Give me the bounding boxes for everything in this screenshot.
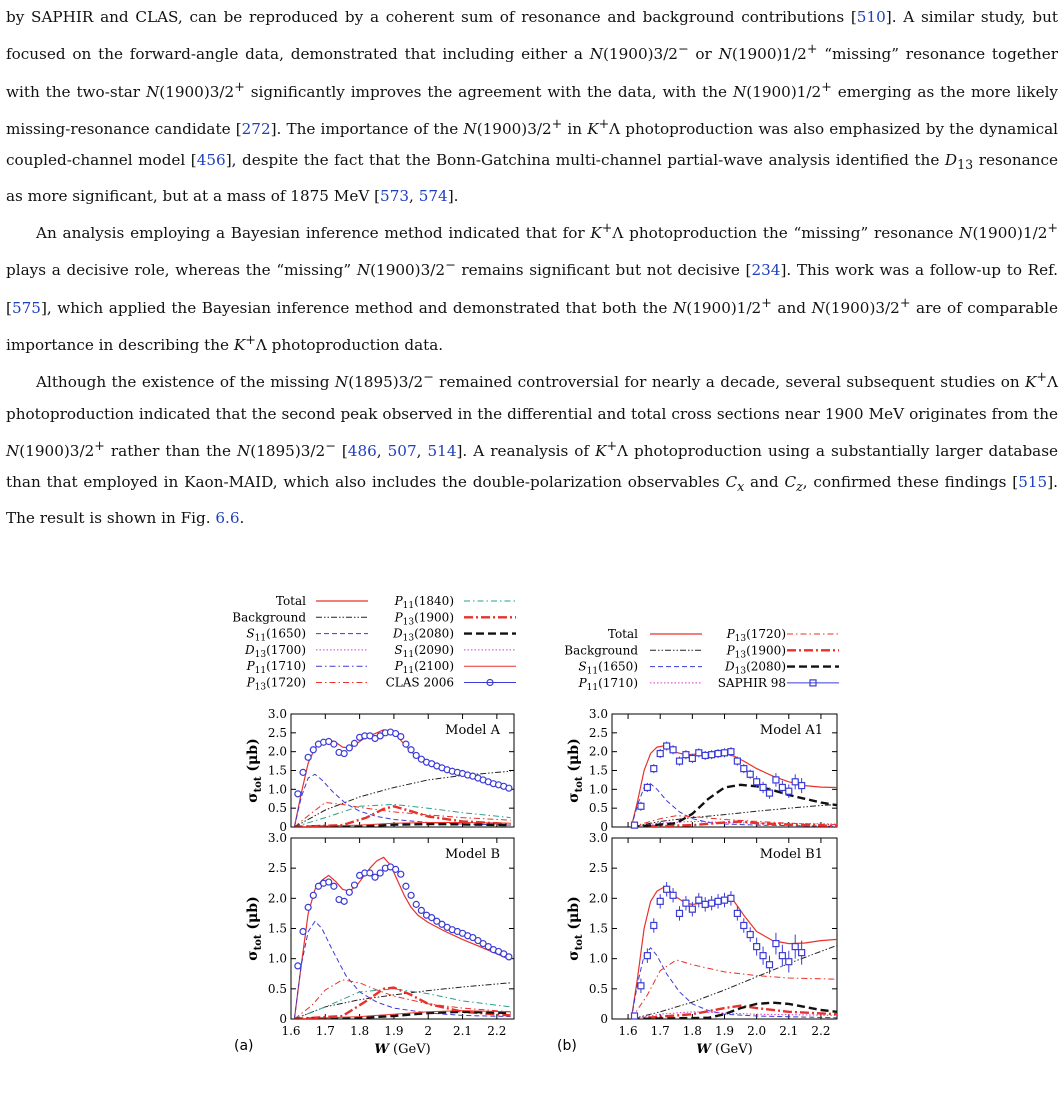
panel-b-label: (b) <box>557 1038 577 1054</box>
data-point <box>779 953 785 959</box>
y-tick-label: 0 <box>279 820 287 834</box>
plot-model-b <box>245 831 514 1057</box>
series-line <box>294 921 510 1019</box>
x-tick-label: 1.7 <box>650 1024 670 1038</box>
data-point <box>741 922 747 928</box>
paragraph: Although the existence of the missing N(1895)3/2− remained controversial for nearly a decade, several subsequent studies on K+Λ photoproduction indicated that the second peak observed in the differential and total cross sections near 1900 MeV originates from the N(1900)3/2+ rather than the N(1895)3/2− [486, 507, 514]. A reanalysis of K+Λ photoproduction using a substantially larger database than that employed in Kaon-MAID, which also includes the double-polarization observables $C_x$ and $C_z$, confirmed these findings [515]. The result is shown in Fig. 6.6. <box>6 369 1058 527</box>
y-tick-label: 3.0 <box>267 831 287 845</box>
legend-entry <box>246 627 368 644</box>
data-point <box>734 910 740 916</box>
y-tick-label: 2.5 <box>588 861 608 876</box>
legend-entry <box>564 643 702 657</box>
svg-text:D13(2080): $D_{13}(2080)$ <box>725 659 786 677</box>
panel-a-label: (a) <box>234 1038 254 1054</box>
x-tick-label: 2.1 <box>779 1024 799 1038</box>
legend-entry <box>394 610 516 627</box>
data-point <box>747 932 753 938</box>
series-line <box>631 945 837 1019</box>
x-tick-label: 1.9 <box>384 1024 404 1038</box>
data-point <box>393 866 399 872</box>
svg-text:D13(1700): $D_{13}(1700)$ <box>245 642 306 660</box>
data-point <box>779 784 785 790</box>
y-tick-label: 3.0 <box>588 831 608 845</box>
legend-entry <box>246 659 368 676</box>
data-point <box>408 892 414 898</box>
svg-text:Background: Background <box>564 643 638 658</box>
data-point <box>677 910 683 916</box>
y-tick-label: 2.0 <box>267 744 287 759</box>
x-tick-label: 2.1 <box>452 1024 473 1038</box>
y-tick-label: 0.5 <box>588 981 608 996</box>
y-tick-label: 2.5 <box>267 725 287 740</box>
data-point <box>702 901 708 907</box>
data-point <box>341 898 347 904</box>
y-tick-label: 1.5 <box>588 921 608 936</box>
y-tick-label: 0 <box>600 820 608 834</box>
data-point <box>702 752 708 758</box>
data-point <box>767 962 773 968</box>
data-point <box>346 889 352 895</box>
x-tick-label: 1.6 <box>618 1024 638 1038</box>
legend-entry <box>578 660 702 677</box>
svg-text:P11(1710): $P_{11}(1710)$ <box>246 659 306 677</box>
x-tick-label: 1.6 <box>281 1024 301 1038</box>
legend-entry <box>244 643 368 660</box>
data-point <box>310 892 316 898</box>
svg-text:S11(1650): $S_{11}(1650)$ <box>578 659 638 677</box>
x-tick-label: 2.0 <box>747 1024 767 1038</box>
svg-text:S11(1650): $S_{11}(1650)$ <box>246 626 306 644</box>
data-point <box>709 900 715 906</box>
data-point <box>632 1013 638 1019</box>
data-point <box>728 749 734 755</box>
data-point <box>398 871 404 877</box>
y-tick-label: 2.5 <box>588 725 608 740</box>
data-point <box>418 907 424 913</box>
plot-frame <box>291 838 514 1019</box>
data-point <box>326 879 332 885</box>
y-tick-label: 2.5 <box>267 861 287 876</box>
data-point <box>331 883 337 889</box>
data-point <box>644 784 650 790</box>
data-point <box>657 751 663 757</box>
y-tick-label: 3.0 <box>267 707 287 721</box>
model-label: Model B <box>445 847 500 862</box>
data-point <box>696 897 702 903</box>
legend-entry <box>718 676 839 690</box>
svg-text:P13(1900): $P_{13}(1900)$ <box>394 610 454 628</box>
y-tick-label: 0.5 <box>588 801 608 816</box>
data-point <box>754 944 760 950</box>
data-point <box>372 874 378 880</box>
data-point <box>341 751 347 757</box>
svg-text:SAPHIR 98: SAPHIR 98 <box>717 675 786 690</box>
svg-text:P11(1710): $P_{11}(1710)$ <box>578 675 638 693</box>
x-tick-label: 2 <box>424 1024 433 1038</box>
y-axis-label: $\sigma_{tot}$ (μb) <box>245 896 264 961</box>
svg-text:P13(1720): $P_{13}(1720)$ <box>726 627 786 644</box>
y-tick-label: 1.5 <box>588 763 608 778</box>
data-point <box>728 895 734 901</box>
data-point <box>767 790 773 796</box>
legend-entry <box>726 643 839 660</box>
paragraph: An analysis employing a Bayesian inference method indicated that for K+Λ photoproduction the “missing” resonance N(1900)1/2+ plays a decisive role, whereas the “missing” N(1900)3/2− remains significant but not decisive [234]. This work was a follow-up to Ref. [575], which applied the Bayesian inference method and demonstrated that both the N(1900)1/2+ and N(1900)3/2+ are of comparable importance in describing the K+Λ photoproduction data. <box>6 220 1059 355</box>
data-point <box>696 750 702 756</box>
data-point <box>754 779 760 785</box>
y-tick-label: 0 <box>600 1012 608 1026</box>
series-line <box>631 960 837 1019</box>
y-tick-label: 0 <box>279 1012 287 1026</box>
legend-entry <box>394 643 516 660</box>
y-tick-label: 1.5 <box>267 921 287 936</box>
data-point <box>413 901 419 907</box>
svg-text:P11(1840): $P_{11}(1840)$ <box>394 594 454 611</box>
data-point <box>310 747 316 753</box>
data-point <box>398 734 404 740</box>
svg-text:CLAS 2006: CLAS 2006 <box>385 675 454 690</box>
data-point <box>305 754 311 760</box>
plot-model-b1 <box>566 831 837 1057</box>
series-line <box>294 774 510 827</box>
legend-entry <box>246 676 368 693</box>
legend-entry <box>578 676 702 693</box>
data-point <box>351 740 357 746</box>
plot-model-a1 <box>566 707 837 834</box>
data-point <box>651 922 657 928</box>
data-point <box>747 771 753 777</box>
y-tick-label: 1.0 <box>267 951 287 966</box>
model-label: Model A <box>445 723 500 738</box>
svg-text:Total: Total <box>607 627 638 641</box>
y-tick-label: 2.0 <box>267 891 287 906</box>
y-tick-label: 0.5 <box>267 981 287 996</box>
legend-panel-b-col2 <box>718 627 839 690</box>
data-point <box>300 769 306 775</box>
legend-panel-a-col1 <box>232 594 368 693</box>
data-point <box>295 791 301 797</box>
data-point <box>346 745 352 751</box>
y-tick-label: 1.0 <box>588 951 608 966</box>
data-point <box>683 752 689 758</box>
data-point <box>300 929 306 935</box>
data-point <box>305 904 311 910</box>
legend-entry <box>394 594 516 611</box>
data-point <box>715 898 721 904</box>
y-tick-label: 1.0 <box>588 782 608 797</box>
data-point <box>741 766 747 772</box>
data-point <box>632 822 638 828</box>
svg-text:S11(2090): $S_{11}(2090)$ <box>394 642 454 660</box>
y-tick-label: 1.0 <box>267 782 287 797</box>
legend-entry <box>726 627 839 644</box>
y-tick-label: 3.0 <box>588 707 608 721</box>
data-point <box>799 950 805 956</box>
data-point <box>734 758 740 764</box>
svg-text:D13(2080): $D_{13}(2080)$ <box>393 626 454 644</box>
svg-text:P13(1900): $P_{13}(1900)$ <box>726 643 786 661</box>
data-point <box>709 752 715 758</box>
series-line <box>631 888 837 1020</box>
series-line <box>631 948 837 1019</box>
legend-entry <box>276 594 368 608</box>
svg-text:P13(1720): $P_{13}(1720)$ <box>246 675 306 693</box>
data-point <box>722 897 728 903</box>
y-axis-label: $\sigma_{tot}$ (μb) <box>566 738 585 803</box>
svg-text:Total: Total <box>275 594 306 608</box>
x-axis-label: W (GeV) <box>374 1042 431 1057</box>
data-point <box>689 906 695 912</box>
data-point <box>403 741 409 747</box>
y-tick-label: 0.5 <box>267 801 287 816</box>
x-tick-label: 1.8 <box>350 1024 370 1038</box>
legend-entry <box>386 676 516 690</box>
data-point <box>715 751 721 757</box>
data-point <box>408 747 414 753</box>
data-point <box>657 898 663 904</box>
data-point <box>799 783 805 789</box>
data-point <box>670 747 676 753</box>
y-tick-label: 2.0 <box>588 744 608 759</box>
data-point <box>295 963 301 969</box>
data-point <box>792 944 798 950</box>
legend-entry <box>394 659 516 676</box>
legend-entry <box>392 627 516 644</box>
data-point <box>786 959 792 965</box>
data-point <box>689 755 695 761</box>
y-axis-label: $\sigma_{tot}$ (μb) <box>245 738 264 803</box>
data-point <box>670 892 676 898</box>
plot-frame <box>612 838 837 1019</box>
data-point <box>773 777 779 783</box>
data-point <box>506 954 512 960</box>
data-point <box>651 766 657 772</box>
y-tick-label: 2.0 <box>588 891 608 906</box>
svg-text:Background: Background <box>232 610 306 625</box>
data-point <box>638 983 644 989</box>
legend-panel-a-col2 <box>386 594 516 690</box>
data-point <box>677 758 683 764</box>
x-tick-label: 1.7 <box>315 1024 335 1038</box>
y-axis-label: $\sigma_{tot}$ (μb) <box>566 896 585 961</box>
data-point <box>760 953 766 959</box>
paragraph: by SAPHIR and CLAS, can be reproduced by a coherent sum of resonance and background contributions [510]. A similar study, but focused on the forward-angle data, demonstrated that including either a N(1900)3/2− or N(1900)1/2+ “missing” resonance together with the two-star N(1900)3/2+ significantly improves the agreement with the data, with the N(1900)1/2+ emerging as the more likely missing-resonance candidate [272]. The importance of the N(1900)3/2+ in K+Λ photoproduction was also emphasized by the dynamical coupled-channel model [456], despite the fact that the Bonn-Gatchina multi-channel partial-wave analysis identified the $D_{13}$ resonance as more significant, but at a mass of 1875 MeV [573, 574]. <box>6 8 1059 205</box>
model-label: Model A1 <box>759 723 823 738</box>
svg-text:P11(2100): $P_{11}(2100)$ <box>394 659 454 677</box>
x-tick-label: 1.8 <box>682 1024 702 1038</box>
data-point <box>664 743 670 749</box>
legend-entry <box>724 660 839 677</box>
legend-entry <box>232 610 368 624</box>
data-point <box>351 882 357 888</box>
x-tick-label: 2.2 <box>487 1024 507 1038</box>
x-tick-label: 2.2 <box>811 1024 831 1038</box>
plot-model-a <box>245 707 514 834</box>
data-point <box>506 785 512 791</box>
data-point <box>377 870 383 876</box>
legend-entry <box>608 627 702 641</box>
data-point <box>792 779 798 785</box>
data-point <box>331 741 337 747</box>
data-point <box>722 750 728 756</box>
legend-panel-b-col1 <box>564 627 702 693</box>
data-point <box>760 784 766 790</box>
x-axis-label: W (GeV) <box>696 1042 753 1057</box>
data-point <box>644 953 650 959</box>
x-tick-label: 1.9 <box>714 1024 735 1038</box>
data-point <box>367 870 373 876</box>
data-point <box>664 886 670 892</box>
data-point <box>638 803 644 809</box>
data-point <box>683 900 689 906</box>
y-tick-label: 1.5 <box>267 763 287 778</box>
data-point <box>773 941 779 947</box>
model-label: Model B1 <box>759 847 823 862</box>
data-point <box>786 788 792 794</box>
data-point <box>403 883 409 889</box>
